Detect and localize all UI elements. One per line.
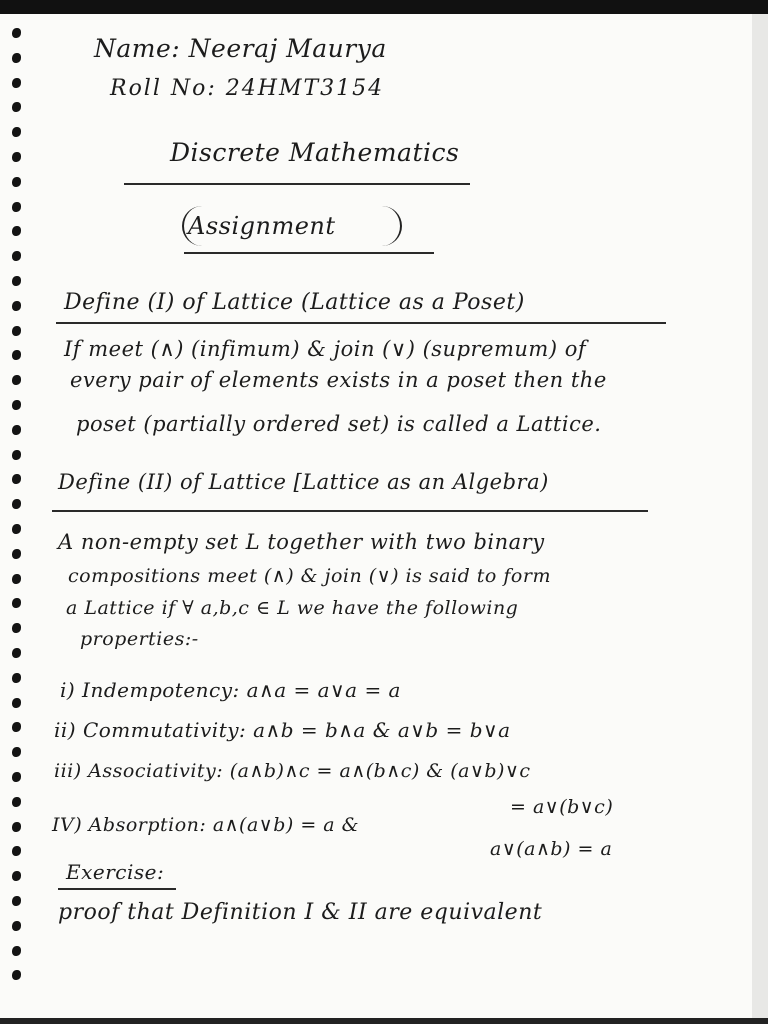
exercise-underline [58,888,176,890]
roll-number: Roll No: 24HMT3154 [110,76,385,101]
property-absorption: IV) Absorption: a∧(a∨b) = a & [52,814,360,836]
definition-2-line: a Lattice if ∀ a,b,c ∈ L we have the following [66,597,519,619]
binding-hole [12,623,21,633]
binding-hole [12,301,21,311]
binding-hole [12,921,21,931]
binding-hole [12,28,21,38]
binding-hole [12,698,21,708]
binding-hole [12,946,21,956]
binding-hole [12,896,21,906]
binding-hole [12,598,21,608]
page-edge-top [0,0,768,14]
binding-hole [12,375,21,385]
page-edge-bottom [0,1018,768,1024]
binding-hole [12,549,21,559]
binding-hole [12,202,21,212]
binding-hole [12,747,21,757]
definition-1-line: every pair of elements exists in a poset then the [70,368,607,392]
page-edge-right [752,0,768,1024]
binding-hole [12,499,21,509]
binding-hole [12,822,21,832]
definition-1-line: If meet (∧) (infimum) & join (∨) (supremum) of [64,337,587,361]
binding-hole [12,53,21,63]
binding-hole [12,970,21,980]
binding-hole [12,226,21,236]
binding-hole [12,846,21,856]
property-associativity: iii) Associativity: (a∧b)∧c = a∧(b∧c) & (a∨b)∨c [54,760,531,782]
binding-hole [12,722,21,732]
binding-hole [12,673,21,683]
definition-2-line: properties:- [80,628,199,650]
binding-hole [12,350,21,360]
binding-hole [12,797,21,807]
binding-hole [12,524,21,534]
binding-hole [12,450,21,460]
binding-hole [12,177,21,187]
binding-hole [12,326,21,336]
definition-1-underline [56,322,666,324]
assignment-title: Assignment [188,212,336,240]
definition-1-heading: Define (I) of Lattice (Lattice as a Poset) [64,290,525,315]
property-idempotency: i) Indempotency: a∧a = a∨a = a [60,678,401,702]
binding-hole [12,871,21,881]
exercise-text: proof that Definition I & II are equivalent [58,900,543,925]
definition-2-line: compositions meet (∧) & join (∨) is said to form [68,565,551,587]
binding-hole [12,474,21,484]
binding-hole [12,152,21,162]
binding-hole [12,276,21,286]
binding-hole [12,648,21,658]
property-commutativity: ii) Commutativity: a∧b = b∧a & a∨b = b∨a [54,718,511,742]
property-associativity-continued: = a∨(b∨c) [510,796,614,818]
definition-1-line: poset (partially ordered set) is called a Lattice. [76,412,602,436]
binding-hole [12,574,21,584]
definition-2-line: A non-empty set L together with two binary [58,530,545,554]
definition-2-underline [52,510,648,512]
binding-hole [12,772,21,782]
assignment-underline [184,252,434,254]
subject-title: Discrete Mathematics [170,138,460,167]
subject-underline [124,183,470,185]
binding-holes [0,20,40,1020]
binding-hole [12,102,21,112]
student-name: Name: Neeraj Maurya [94,34,387,63]
binding-hole [12,425,21,435]
binding-hole [12,127,21,137]
exercise-label: Exercise: [66,860,165,884]
property-absorption-continued: a∨(a∧b) = a [490,838,613,860]
binding-hole [12,78,21,88]
binding-hole [12,400,21,410]
definition-2-heading: Define (II) of Lattice [Lattice as an Algebra) [58,470,549,494]
binding-hole [12,251,21,261]
